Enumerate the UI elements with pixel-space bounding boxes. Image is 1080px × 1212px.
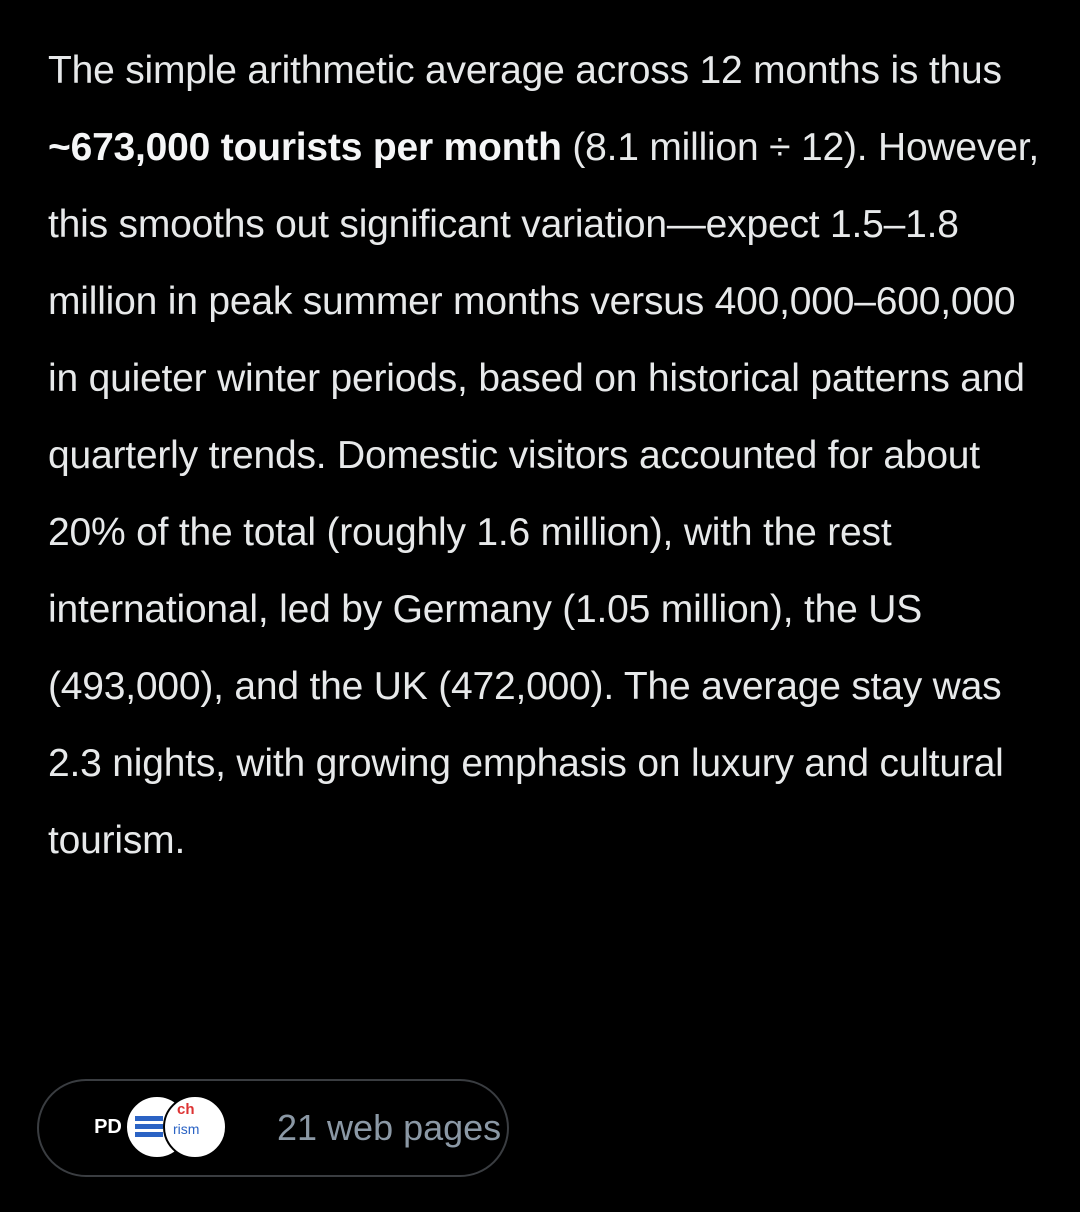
sources-label: 21 web pages [277, 1107, 502, 1148]
source-favicons [77, 1096, 217, 1160]
bars-icon [135, 1112, 165, 1142]
response-text-rest: (8.1 million ÷ 12). However, this smooths out significant variation—expect 1.5–1.8 million in peak summer months versus 400,000–600,000 in quieter winter periods, based on historical patterns and quarterly trends. Domestic visitors accounted for about 20% of the total (roughly 1.6 million), with the rest international, led by Germany (1.05 million), the US (493,000), and the UK (472,000). The average stay was 2.3 nights, with growing emphasis on luxury and cultural tourism. [48, 126, 1039, 862]
tourism-favicon-icon [163, 1095, 227, 1159]
response-paragraph [48, 32, 1048, 879]
response-text-intro: The simple arithmetic average across 12 months is thus [48, 49, 1002, 92]
sources-button[interactable] [37, 1079, 509, 1177]
response-text-bold: ~673,000 tourists per month [48, 126, 562, 169]
pd-favicon-text: PD [94, 1115, 122, 1138]
tourism-favicon-text-bottom: rism [173, 1121, 200, 1137]
tourism-favicon-text-top: ch [177, 1101, 195, 1118]
